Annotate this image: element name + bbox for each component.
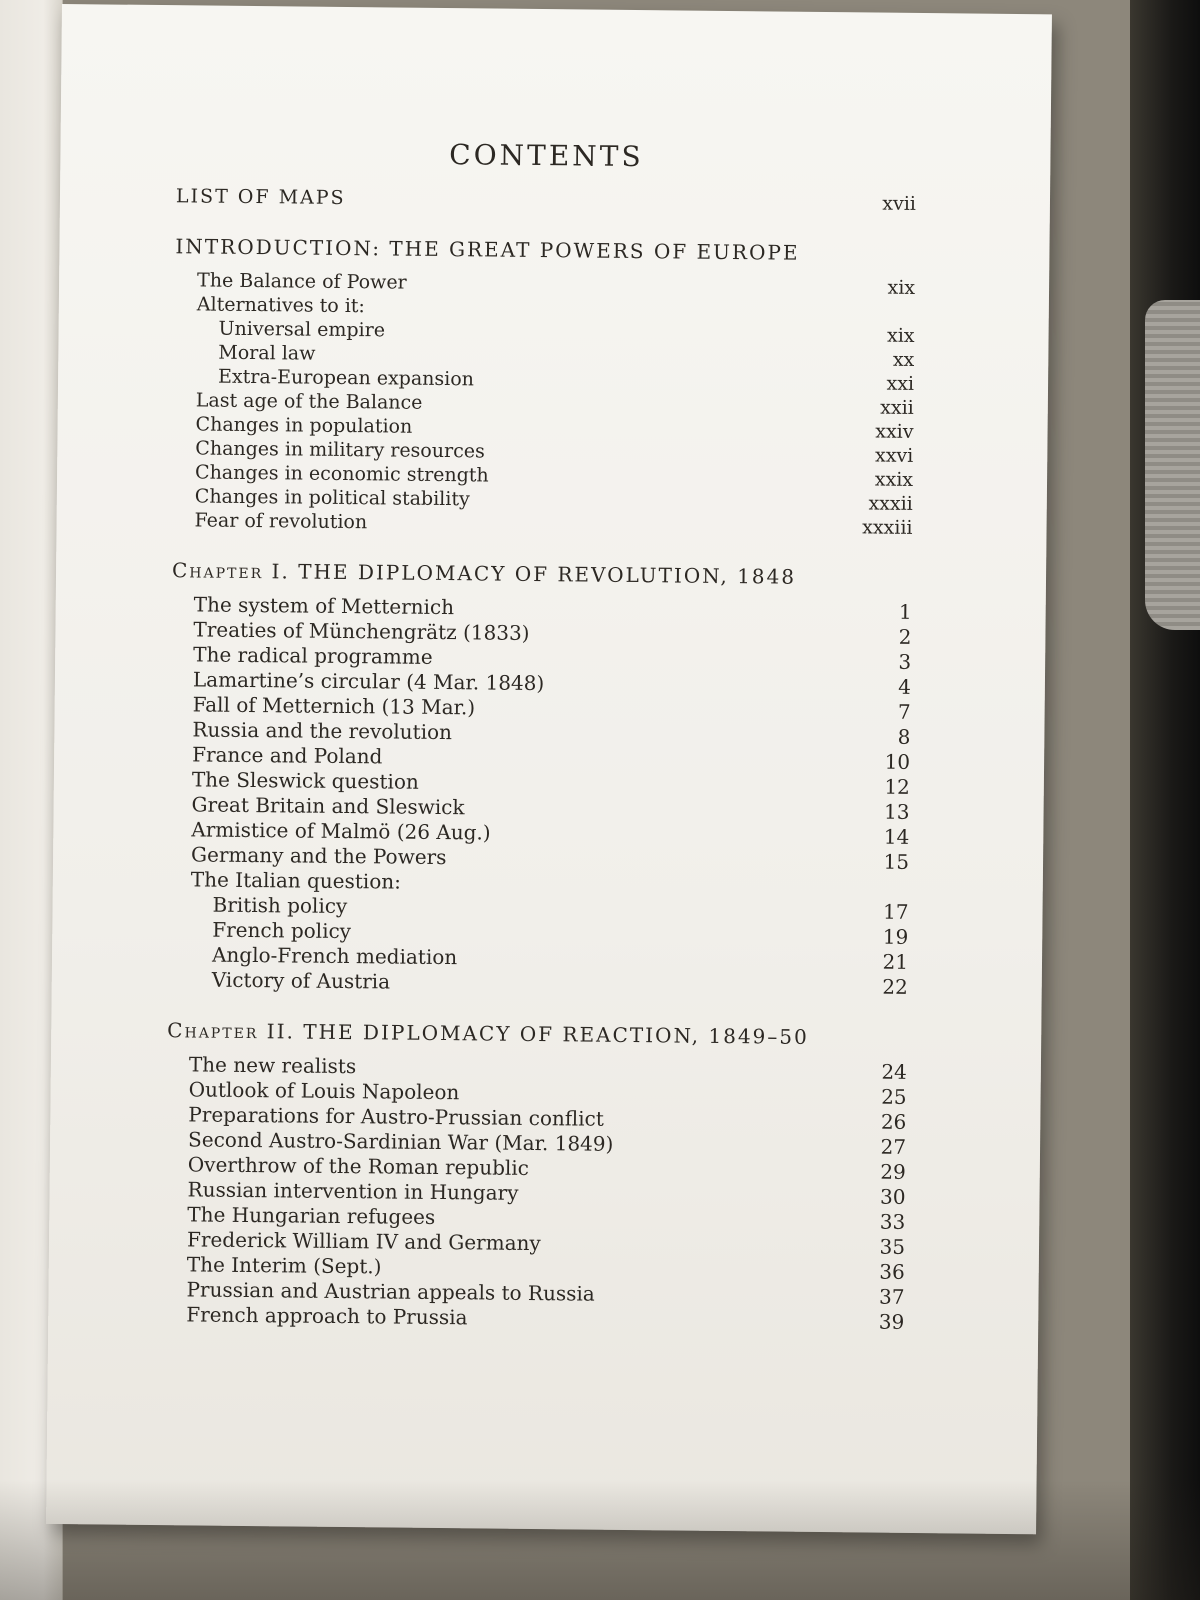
list-of-maps-entry [176, 184, 916, 216]
toc-entry-page: 30 [879, 1184, 906, 1209]
toc-entry-label: Lamartine’s circular (4 Mar. 1848) [192, 667, 545, 696]
toc-entry-page: xxxii [868, 492, 913, 515]
toc-entry-label: Armistice of Malmö (26 Aug.) [191, 817, 491, 845]
toc-entry-label: British policy [212, 892, 348, 919]
list-of-maps-page: xvii [882, 192, 917, 215]
toc-entry-page: 12 [884, 774, 910, 799]
toc-entry-page: 7 [897, 699, 911, 724]
toc-entry-page: xxxiii [862, 516, 913, 539]
toc-entry-label: Russia and the revolution [192, 717, 453, 745]
toc-entry-page: 29 [880, 1159, 906, 1184]
toc-entry-page: 19 [882, 924, 909, 949]
toc-entry-page: xxvi [874, 444, 914, 467]
toc-entry-page [855, 317, 915, 318]
chapter2-title: THE DIPLOMACY OF REACTION, 1849–50 [303, 1019, 809, 1049]
toc-entry-label: Prussian and Austrian appeals to Russia [186, 1277, 595, 1306]
toc-entry-label: Changes in political stability [194, 485, 470, 511]
book-page [46, 4, 1052, 1534]
toc-entry-page: 22 [882, 974, 908, 999]
chapter2-prefix: Chapter II. [167, 1018, 296, 1044]
toc-entry-label: Alternatives to it: [196, 293, 365, 318]
toc-entry-label: French approach to Prussia [186, 1302, 468, 1330]
toc-entry-page: 2 [898, 624, 912, 649]
toc-entry-label: Germany and the Powers [190, 842, 447, 870]
introduction-heading: INTRODUCTION: THE GREAT POWERS OF EUROPE [175, 234, 800, 265]
toc-entry-page [849, 893, 909, 894]
toc-entry-label: Changes in population [195, 413, 413, 438]
toc-entry-label: Great Britain and Sleswick [191, 792, 465, 820]
toc-entry-label: Changes in economic strength [194, 461, 489, 487]
toc-entry-page: xxix [874, 468, 914, 491]
chapter1-heading [172, 558, 912, 590]
toc-entry-page: 37 [878, 1284, 905, 1309]
toc-entry-label: Outlook of Louis Napoleon [188, 1077, 460, 1105]
toc-entry-page: xx [892, 348, 915, 371]
toc-entry-page: 10 [884, 749, 911, 774]
fabric-background [1145, 300, 1200, 630]
toc-entry-label: Last age of the Balance [195, 389, 423, 414]
toc-entry-label: Universal empire [218, 317, 386, 342]
toc-entry-label: Overthrow of the Roman republic [187, 1152, 530, 1180]
toc-entry-page: 4 [898, 674, 912, 699]
toc-entry-page: 26 [880, 1109, 907, 1134]
toc-entry-label: The Hungarian refugees [187, 1202, 436, 1229]
toc-entry-label: The Italian question: [190, 867, 402, 894]
toc-entry-label: Victory of Austria [211, 967, 391, 994]
toc-entry-label: Changes in military resources [195, 437, 485, 463]
chapter1-prefix: Chapter I. [171, 558, 290, 584]
toc-entry-label: Fear of revolution [194, 509, 368, 534]
toc-entry-page: xxii [880, 396, 914, 419]
contents-list [164, 135, 916, 1335]
book-cover-edge [1130, 0, 1200, 1600]
bottom-shadow [0, 1480, 1200, 1600]
toc-entry-page: xxi [886, 372, 915, 395]
toc-entry-page: 36 [879, 1259, 905, 1284]
toc-entry-label: French policy [212, 917, 352, 944]
toc-entry-page: 8 [897, 724, 911, 749]
toc-entry-page: 1 [898, 599, 912, 624]
chapter2-heading [167, 1018, 907, 1050]
toc-entry-page: 3 [898, 649, 912, 674]
toc-entry-page: 39 [878, 1309, 905, 1334]
toc-entry-label: Second Austro-Sardinian War (Mar. 1849) [187, 1127, 614, 1156]
toc-entry-label: Preparations for Austro-Prussian conflict [188, 1102, 604, 1131]
toc-entry-page: 24 [881, 1059, 907, 1084]
page-title: CONTENTS [449, 138, 644, 174]
toc-entry-label: The new realists [188, 1052, 357, 1079]
toc-entry-label: France and Poland [192, 742, 383, 769]
toc-entry-page: 21 [882, 949, 909, 974]
toc-entry-label: Russian intervention in Hungary [187, 1177, 519, 1205]
toc-entry-label: The Sleswick question [191, 767, 419, 794]
toc-entry-page: xxiv [875, 420, 914, 443]
toc-entry-label: Frederick William IV and Germany [186, 1227, 541, 1256]
chapter1-title: THE DIPLOMACY OF REVOLUTION, 1848 [298, 559, 797, 589]
toc-entry-page: 33 [879, 1209, 906, 1234]
toc-entry-label: Extra-European expansion [217, 365, 475, 391]
chapter1-items [168, 592, 912, 1000]
toc-entry-page: 35 [879, 1234, 906, 1259]
toc-entry-page: 13 [884, 799, 910, 824]
toc-entry-label: Moral law [218, 341, 316, 365]
toc-entry-label: The radical programme [193, 642, 433, 669]
toc-entry-page: 15 [883, 849, 910, 874]
toc-entry-page: xix [887, 276, 916, 299]
toc-entry-page: 14 [883, 824, 910, 849]
toc-entry-label: Fall of Metternich (13 Mar.) [192, 692, 476, 720]
toc-entry-label: The system of Metternich [193, 592, 455, 620]
toc-entry-label: Treaties of Münchengrätz (1833) [193, 617, 530, 645]
toc-entry-label: The Interim (Sept.) [186, 1252, 382, 1279]
toc-entry-label: Anglo-French mediation [211, 942, 458, 970]
chapter2-items [164, 1052, 907, 1335]
toc-entry-page: xix [886, 324, 915, 347]
toc-entry-page: 17 [882, 899, 909, 924]
toc-entry-page: 25 [881, 1084, 907, 1109]
list-of-maps-label: LIST OF MAPS [175, 185, 346, 209]
introduction-items [172, 268, 915, 540]
toc-entry-label: The Balance of Power [196, 269, 407, 294]
toc-entry-page: 27 [880, 1134, 907, 1159]
